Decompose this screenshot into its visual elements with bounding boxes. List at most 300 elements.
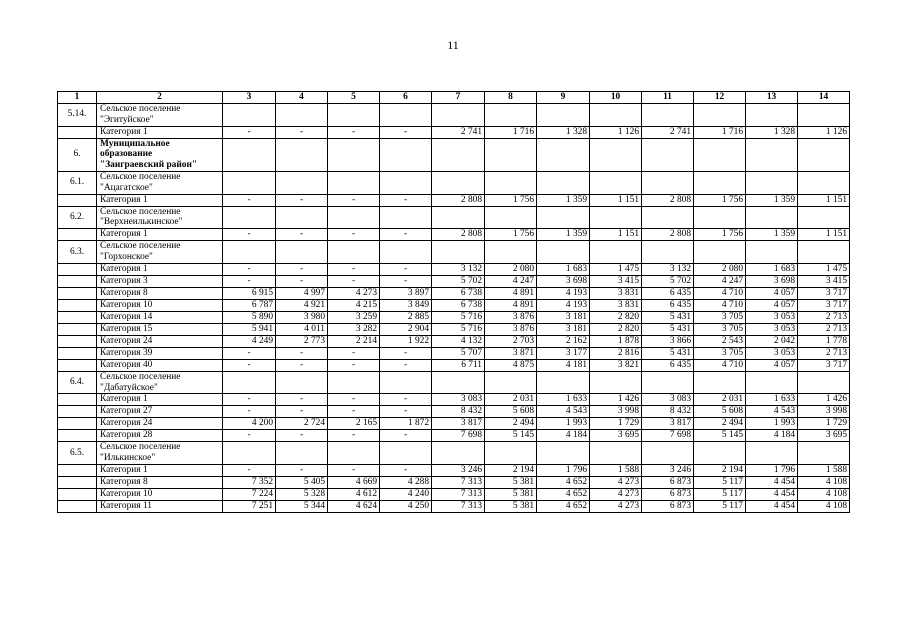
value-cell: [276, 241, 328, 264]
value-cell: [276, 206, 328, 229]
column-header-10: 10: [590, 92, 642, 104]
value-cell: -: [380, 263, 432, 275]
value-cell: [328, 206, 380, 229]
value-cell: 1 633: [746, 394, 798, 406]
value-cell: 2 724: [276, 418, 328, 430]
value-cell: 5 405: [276, 476, 328, 488]
value-cell: 2 494: [694, 418, 746, 430]
value-cell: 3 876: [485, 323, 537, 335]
value-cell: 1 151: [798, 194, 850, 206]
value-cell: 3 849: [380, 299, 432, 311]
row-name-line: "Илькинское": [100, 453, 156, 464]
value-cell: 1 716: [485, 126, 537, 138]
value-cell: -: [276, 406, 328, 418]
value-cell: -: [276, 126, 328, 138]
value-cell: 6 435: [642, 287, 694, 299]
section-row: [58, 241, 850, 264]
value-cell: 3 695: [798, 430, 850, 442]
value-cell: 2 214: [328, 335, 380, 347]
value-cell: [746, 241, 798, 264]
row-number: [58, 335, 97, 347]
value-cell: [485, 371, 537, 394]
row-name-line: "Верхнеилькинское": [100, 217, 183, 228]
value-cell: 6 915: [223, 287, 276, 299]
value-cell: 2 031: [485, 394, 537, 406]
value-cell: 3 705: [694, 347, 746, 359]
value-cell: [380, 442, 432, 465]
value-cell: [485, 104, 537, 127]
value-cell: 4 200: [223, 418, 276, 430]
value-cell: 3 897: [380, 287, 432, 299]
row-name: [97, 206, 223, 229]
value-cell: 3 053: [746, 323, 798, 335]
value-cell: [590, 171, 642, 194]
value-cell: 1 729: [590, 418, 642, 430]
value-cell: 2 713: [798, 347, 850, 359]
value-cell: 5 381: [485, 500, 537, 512]
table-row: [58, 229, 850, 241]
value-cell: 5 117: [694, 476, 746, 488]
value-cell: [746, 104, 798, 127]
value-cell: [590, 371, 642, 394]
table-row: [58, 488, 850, 500]
row-name: [97, 104, 223, 127]
row-name: Категория 8: [97, 476, 223, 488]
value-cell: [223, 442, 276, 465]
value-cell: [798, 171, 850, 194]
value-cell: 1 993: [537, 418, 590, 430]
value-cell: -: [380, 275, 432, 287]
value-cell: [642, 442, 694, 465]
value-cell: 8 432: [642, 406, 694, 418]
value-cell: 4 669: [328, 476, 380, 488]
row-name: Категория 1: [97, 394, 223, 406]
row-name: [97, 241, 223, 264]
value-cell: 5 890: [223, 311, 276, 323]
value-cell: 3 717: [798, 287, 850, 299]
value-cell: [223, 104, 276, 127]
value-cell: -: [276, 464, 328, 476]
value-cell: -: [380, 359, 432, 371]
row-number: 6.: [58, 138, 97, 171]
value-cell: [485, 138, 537, 171]
table-row: [58, 323, 850, 335]
value-cell: -: [223, 347, 276, 359]
value-cell: [537, 104, 590, 127]
value-cell: 2 820: [590, 323, 642, 335]
row-name: Категория 27: [97, 406, 223, 418]
value-cell: 1 426: [590, 394, 642, 406]
value-cell: -: [223, 275, 276, 287]
value-cell: 4 273: [590, 488, 642, 500]
value-cell: -: [223, 229, 276, 241]
value-cell: 1 359: [537, 229, 590, 241]
column-header-4: 4: [276, 92, 328, 104]
section-row: [58, 171, 850, 194]
table-row: [58, 311, 850, 323]
value-cell: 5 344: [276, 500, 328, 512]
value-cell: 5 381: [485, 488, 537, 500]
table-row: [58, 126, 850, 138]
page-number: 11: [447, 38, 459, 52]
value-cell: [485, 206, 537, 229]
value-cell: [642, 371, 694, 394]
value-cell: -: [380, 430, 432, 442]
value-cell: 3 698: [746, 275, 798, 287]
value-cell: 4 057: [746, 359, 798, 371]
value-cell: [746, 206, 798, 229]
value-cell: -: [328, 359, 380, 371]
value-cell: 5 702: [432, 275, 485, 287]
value-cell: [328, 104, 380, 127]
value-cell: -: [223, 263, 276, 275]
column-header-1: 1: [58, 92, 97, 104]
value-cell: 2 031: [694, 394, 746, 406]
row-name: Категория 39: [97, 347, 223, 359]
row-name: Категория 10: [97, 488, 223, 500]
table-row: [58, 476, 850, 488]
value-cell: 4 891: [485, 287, 537, 299]
value-cell: 4 273: [328, 287, 380, 299]
row-number: 6.5.: [58, 442, 97, 465]
value-cell: -: [223, 406, 276, 418]
column-header-2: 2: [97, 92, 223, 104]
row-name: Категория 40: [97, 359, 223, 371]
value-cell: [537, 442, 590, 465]
value-cell: 4 454: [746, 488, 798, 500]
value-cell: 1 151: [590, 229, 642, 241]
value-cell: 4 240: [380, 488, 432, 500]
value-cell: 2 494: [485, 418, 537, 430]
value-cell: 1 151: [590, 194, 642, 206]
value-cell: 4 108: [798, 488, 850, 500]
value-cell: [694, 241, 746, 264]
value-cell: 3 246: [642, 464, 694, 476]
value-cell: 5 328: [276, 488, 328, 500]
value-cell: 4 249: [223, 335, 276, 347]
value-cell: 5 145: [694, 430, 746, 442]
value-cell: -: [380, 394, 432, 406]
value-cell: 5 381: [485, 476, 537, 488]
value-cell: 6 435: [642, 359, 694, 371]
table-row: [58, 430, 850, 442]
table-row: [58, 464, 850, 476]
value-cell: [537, 371, 590, 394]
row-number: [58, 476, 97, 488]
value-cell: 5 702: [642, 275, 694, 287]
value-cell: [276, 171, 328, 194]
row-name: Категория 14: [97, 311, 223, 323]
value-cell: -: [328, 126, 380, 138]
value-cell: -: [328, 464, 380, 476]
row-name-line: Сельское поселение: [100, 371, 181, 382]
value-cell: 4 247: [485, 275, 537, 287]
value-cell: [694, 371, 746, 394]
value-cell: 1 633: [537, 394, 590, 406]
value-cell: -: [223, 464, 276, 476]
row-name-line: Сельское поселение: [100, 206, 181, 217]
value-cell: -: [328, 263, 380, 275]
value-cell: 2 194: [485, 464, 537, 476]
value-cell: 3 083: [432, 394, 485, 406]
value-cell: 4 215: [328, 299, 380, 311]
value-cell: 3 705: [694, 323, 746, 335]
value-cell: -: [380, 347, 432, 359]
value-cell: 3 415: [590, 275, 642, 287]
value-cell: 3 053: [746, 347, 798, 359]
value-cell: 2 042: [746, 335, 798, 347]
value-cell: 3 132: [432, 263, 485, 275]
value-cell: -: [223, 359, 276, 371]
value-cell: 5 707: [432, 347, 485, 359]
value-cell: [328, 241, 380, 264]
value-cell: 4 875: [485, 359, 537, 371]
value-cell: [537, 206, 590, 229]
value-cell: 4 624: [328, 500, 380, 512]
value-cell: 3 415: [798, 275, 850, 287]
value-cell: [276, 104, 328, 127]
value-cell: 1 151: [798, 229, 850, 241]
row-number: 6.1.: [58, 171, 97, 194]
row-number: 6.4.: [58, 371, 97, 394]
value-cell: 3 083: [642, 394, 694, 406]
table-row: [58, 335, 850, 347]
value-cell: 1 328: [537, 126, 590, 138]
value-cell: 2 741: [642, 126, 694, 138]
value-cell: [537, 241, 590, 264]
value-cell: 1 756: [485, 194, 537, 206]
value-cell: 3 831: [590, 287, 642, 299]
value-cell: 5 716: [432, 323, 485, 335]
value-cell: [694, 104, 746, 127]
value-cell: 6 738: [432, 299, 485, 311]
value-cell: [380, 138, 432, 171]
value-cell: 4 184: [746, 430, 798, 442]
value-cell: 1 796: [537, 464, 590, 476]
value-cell: [432, 206, 485, 229]
row-name-line: Муниципальное: [100, 138, 170, 149]
column-header-13: 13: [746, 92, 798, 104]
row-name: [97, 138, 223, 171]
value-cell: -: [276, 394, 328, 406]
value-cell: 2 080: [485, 263, 537, 275]
value-cell: -: [380, 126, 432, 138]
value-cell: [642, 171, 694, 194]
row-number: [58, 406, 97, 418]
value-cell: 3 717: [798, 299, 850, 311]
value-cell: [223, 138, 276, 171]
value-cell: 8 432: [432, 406, 485, 418]
value-cell: [432, 241, 485, 264]
table-body: [58, 104, 850, 513]
value-cell: [276, 442, 328, 465]
row-name: Категория 1: [97, 263, 223, 275]
row-number: [58, 194, 97, 206]
value-cell: 5 431: [642, 311, 694, 323]
row-name: Категория 1: [97, 464, 223, 476]
value-cell: 3 866: [642, 335, 694, 347]
value-cell: 3 998: [590, 406, 642, 418]
column-header-8: 8: [485, 92, 537, 104]
row-number: [58, 287, 97, 299]
value-cell: 2 165: [328, 418, 380, 430]
value-cell: 2 885: [380, 311, 432, 323]
column-header-3: 3: [223, 92, 276, 104]
value-cell: [694, 171, 746, 194]
value-cell: 3 053: [746, 311, 798, 323]
value-cell: -: [276, 229, 328, 241]
value-cell: [328, 171, 380, 194]
value-cell: 2 808: [432, 194, 485, 206]
value-cell: [642, 206, 694, 229]
value-cell: [432, 442, 485, 465]
value-cell: -: [380, 229, 432, 241]
value-cell: 2 080: [694, 263, 746, 275]
row-number: [58, 347, 97, 359]
row-number: [58, 430, 97, 442]
value-cell: 1 993: [746, 418, 798, 430]
row-name-line: образование: [100, 149, 153, 160]
value-cell: 2 194: [694, 464, 746, 476]
row-name-line: "Горхонское": [100, 251, 153, 262]
value-cell: 2 904: [380, 323, 432, 335]
value-cell: -: [328, 394, 380, 406]
row-name-line: Сельское поселение: [100, 104, 181, 114]
value-cell: 1 475: [798, 263, 850, 275]
value-cell: 5 431: [642, 347, 694, 359]
value-cell: 4 891: [485, 299, 537, 311]
value-cell: 1 922: [380, 335, 432, 347]
row-name-line: Сельское поселение: [100, 442, 181, 453]
value-cell: -: [276, 275, 328, 287]
value-cell: 5 431: [642, 323, 694, 335]
value-cell: [485, 241, 537, 264]
value-cell: [746, 371, 798, 394]
value-cell: 1 729: [798, 418, 850, 430]
value-cell: 2 816: [590, 347, 642, 359]
value-cell: 6 435: [642, 299, 694, 311]
value-cell: -: [276, 263, 328, 275]
row-number: [58, 229, 97, 241]
column-header-11: 11: [642, 92, 694, 104]
value-cell: [328, 138, 380, 171]
value-cell: -: [276, 359, 328, 371]
value-cell: [590, 241, 642, 264]
value-cell: [798, 206, 850, 229]
value-cell: [694, 138, 746, 171]
value-cell: 3 871: [485, 347, 537, 359]
value-cell: 3 259: [328, 311, 380, 323]
row-number: 5.14.: [58, 104, 97, 127]
value-cell: -: [380, 406, 432, 418]
tariff-table: [57, 91, 850, 513]
table-row: [58, 500, 850, 512]
row-name: Категория 1: [97, 126, 223, 138]
value-cell: 4 997: [276, 287, 328, 299]
value-cell: 4 454: [746, 476, 798, 488]
value-cell: 4 132: [432, 335, 485, 347]
row-number: [58, 500, 97, 512]
value-cell: [642, 138, 694, 171]
value-cell: 3 817: [642, 418, 694, 430]
value-cell: -: [328, 430, 380, 442]
value-cell: 6 873: [642, 488, 694, 500]
row-name-line: "Эгитуйское": [100, 114, 154, 125]
value-cell: 4 184: [537, 430, 590, 442]
value-cell: [798, 371, 850, 394]
row-number: [58, 311, 97, 323]
value-cell: [432, 104, 485, 127]
value-cell: [380, 104, 432, 127]
value-cell: 4 273: [590, 476, 642, 488]
value-cell: 2 713: [798, 323, 850, 335]
value-cell: [642, 104, 694, 127]
value-cell: 2 713: [798, 311, 850, 323]
value-cell: -: [328, 194, 380, 206]
value-cell: [746, 138, 798, 171]
value-cell: 1 126: [798, 126, 850, 138]
value-cell: 1 588: [590, 464, 642, 476]
value-cell: 2 808: [642, 229, 694, 241]
row-number: [58, 323, 97, 335]
value-cell: 4 710: [694, 299, 746, 311]
value-cell: 5 941: [223, 323, 276, 335]
column-header-5: 5: [328, 92, 380, 104]
value-cell: 1 756: [694, 194, 746, 206]
value-cell: [432, 138, 485, 171]
value-cell: 3 817: [432, 418, 485, 430]
section-row: [58, 371, 850, 394]
value-cell: 4 193: [537, 287, 590, 299]
row-name-line: "Ацагатское": [100, 182, 153, 193]
row-name: [97, 171, 223, 194]
value-cell: 3 282: [328, 323, 380, 335]
value-cell: -: [223, 394, 276, 406]
value-cell: 1 683: [537, 263, 590, 275]
value-cell: 1 359: [746, 229, 798, 241]
value-cell: 7 698: [642, 430, 694, 442]
value-cell: [276, 371, 328, 394]
value-cell: [798, 241, 850, 264]
value-cell: 4 108: [798, 500, 850, 512]
value-cell: 1 588: [798, 464, 850, 476]
value-cell: [746, 171, 798, 194]
value-cell: 4 612: [328, 488, 380, 500]
section-row: [58, 138, 850, 171]
value-cell: 6 873: [642, 476, 694, 488]
value-cell: [485, 442, 537, 465]
value-cell: [798, 138, 850, 171]
value-cell: [537, 138, 590, 171]
value-cell: 4 543: [746, 406, 798, 418]
value-cell: [380, 171, 432, 194]
value-cell: 2 703: [485, 335, 537, 347]
value-cell: -: [223, 126, 276, 138]
value-cell: 3 132: [642, 263, 694, 275]
value-cell: 4 652: [537, 500, 590, 512]
value-cell: 4 011: [276, 323, 328, 335]
value-cell: 1 126: [590, 126, 642, 138]
value-cell: 4 710: [694, 287, 746, 299]
table-row: [58, 263, 850, 275]
value-cell: [590, 138, 642, 171]
value-cell: -: [328, 229, 380, 241]
value-cell: 3 831: [590, 299, 642, 311]
row-number: [58, 418, 97, 430]
value-cell: 1 878: [590, 335, 642, 347]
value-cell: 4 108: [798, 476, 850, 488]
row-number: [58, 299, 97, 311]
